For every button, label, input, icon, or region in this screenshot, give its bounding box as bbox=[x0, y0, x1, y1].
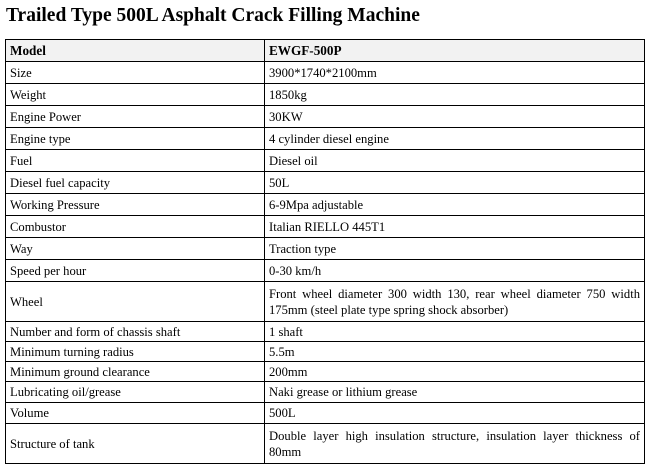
row-value: 1 shaft bbox=[265, 322, 645, 342]
row-value: Italian RIELLO 445T1 bbox=[265, 216, 645, 238]
row-label: Speed per hour bbox=[6, 260, 265, 282]
table-row bbox=[6, 322, 645, 342]
table-row bbox=[6, 362, 645, 382]
row-label: Working Pressure bbox=[6, 194, 265, 216]
row-label: Structure of tank bbox=[6, 424, 265, 464]
row-label: Lubricating oil/grease bbox=[6, 382, 265, 403]
row-value: 50L bbox=[265, 172, 645, 194]
row-label: Way bbox=[6, 238, 265, 260]
row-label: Fuel bbox=[6, 150, 265, 172]
table-row bbox=[6, 194, 645, 216]
table-row bbox=[6, 84, 645, 106]
table-row bbox=[6, 106, 645, 128]
row-label: Diesel fuel capacity bbox=[6, 172, 265, 194]
document-title: Trailed Type 500L Asphalt Crack Filling Machine bbox=[6, 5, 420, 26]
row-value: 200mm bbox=[265, 362, 645, 382]
spec-table bbox=[5, 39, 645, 464]
table-row bbox=[6, 260, 645, 282]
row-value: Diesel oil bbox=[265, 150, 645, 172]
row-label: Engine Power bbox=[6, 106, 265, 128]
table-row bbox=[6, 424, 645, 464]
row-value: 4 cylinder diesel engine bbox=[265, 128, 645, 150]
header-value-cell: EWGF-500P bbox=[265, 40, 645, 62]
row-value: 6-9Mpa adjustable bbox=[265, 194, 645, 216]
row-label: Volume bbox=[6, 403, 265, 424]
row-value: 500L bbox=[265, 403, 645, 424]
row-label: Engine type bbox=[6, 128, 265, 150]
row-value: 3900*1740*2100mm bbox=[265, 62, 645, 84]
row-value: Double layer high insulation structure, insulation layer thickness of 80mm bbox=[265, 424, 645, 464]
table-row bbox=[6, 403, 645, 424]
table-row bbox=[6, 172, 645, 194]
table-header-row bbox=[6, 40, 645, 62]
row-value: 5.5m bbox=[265, 342, 645, 362]
row-label: Combustor bbox=[6, 216, 265, 238]
row-label: Size bbox=[6, 62, 265, 84]
table-row bbox=[6, 150, 645, 172]
table-row bbox=[6, 382, 645, 403]
row-value: Traction type bbox=[265, 238, 645, 260]
row-value: 1850kg bbox=[265, 84, 645, 106]
row-value: 30KW bbox=[265, 106, 645, 128]
table-row bbox=[6, 62, 645, 84]
table-row bbox=[6, 282, 645, 322]
row-label: Number and form of chassis shaft bbox=[6, 322, 265, 342]
row-label: Minimum ground clearance bbox=[6, 362, 265, 382]
row-label: Weight bbox=[6, 84, 265, 106]
row-label: Wheel bbox=[6, 282, 265, 322]
row-value: 0-30 km/h bbox=[265, 260, 645, 282]
table-row bbox=[6, 342, 645, 362]
header-label-cell: Model bbox=[6, 40, 265, 62]
table-row bbox=[6, 238, 645, 260]
table-row bbox=[6, 216, 645, 238]
row-label: Minimum turning radius bbox=[6, 342, 265, 362]
row-value: Naki grease or lithium grease bbox=[265, 382, 645, 403]
table-row bbox=[6, 128, 645, 150]
row-value: Front wheel diameter 300 width 130, rear wheel diameter 750 width 175mm (steel plate type spring shock absorber) bbox=[265, 282, 645, 322]
